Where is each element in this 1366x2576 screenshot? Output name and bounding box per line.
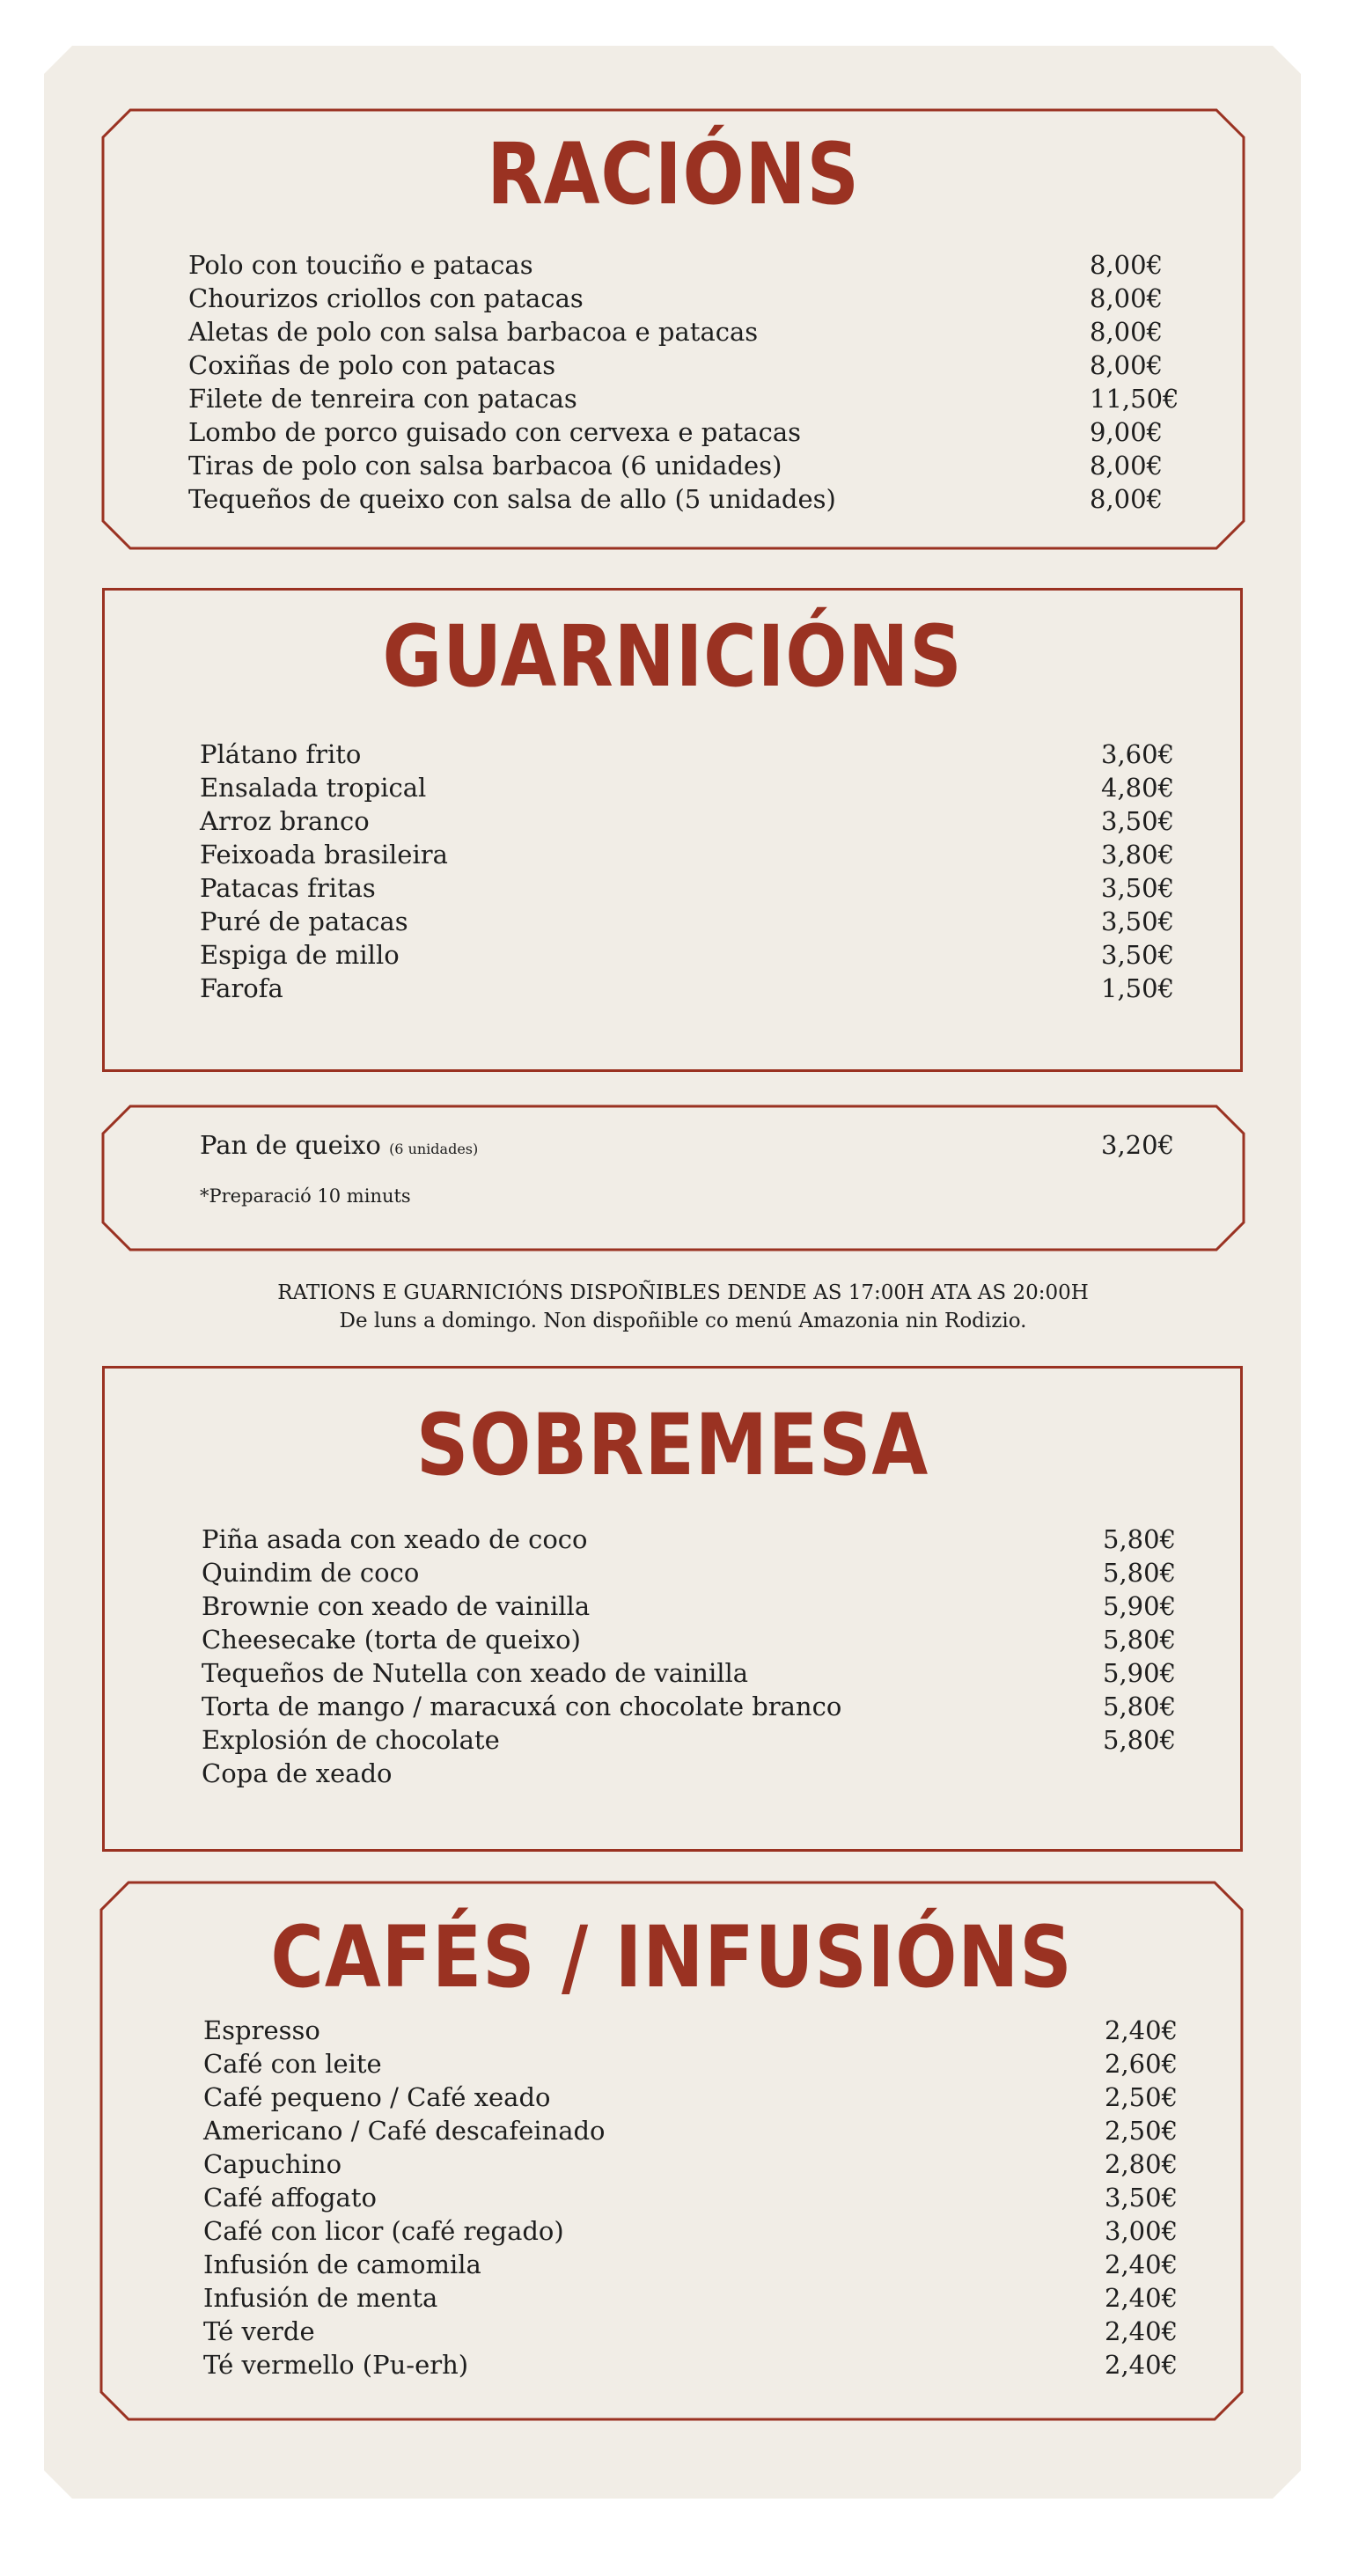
- list-item: Café affogato 3,50€: [203, 2183, 1179, 2213]
- list-item: Espresso 2,40€: [203, 2015, 1179, 2045]
- racions-section: [102, 109, 1245, 549]
- list-item: Cheesecake (torta de queixo) 5,80€: [202, 1625, 1177, 1655]
- list-item: Brownie con xeado de vainilla 5,90€: [202, 1591, 1177, 1621]
- racions-list: [188, 248, 1179, 516]
- list-item: Patacas fritas 3,50€: [200, 873, 1175, 903]
- list-item: Tequeños de queixo con salsa de allo (5 unidades) 8,00€: [188, 484, 1164, 514]
- list-item: Filete de tenreira con patacas 11,50€: [188, 384, 1179, 414]
- list-item: Puré de patacas 3,50€: [200, 906, 1175, 936]
- sobremesa-list: [202, 1523, 1187, 1790]
- list-item: Aletas de polo con salsa barbacoa e patacas 8,00€: [188, 317, 1164, 347]
- cafes-section: [100, 1882, 1243, 2420]
- guarnicions-section: [102, 588, 1243, 1072]
- list-item: Chourizos criollos con patacas 8,00€: [188, 283, 1164, 313]
- availability-line-2: De luns a domingo. Non dispoñible co menú Amazonia nin Rodizio.: [339, 1310, 1027, 1332]
- list-item: Plátano frito 3,60€: [200, 739, 1175, 769]
- list-item: Quindim de coco 5,80€: [202, 1558, 1177, 1588]
- list-item: Tiras de polo con salsa barbacoa (6 unidades) 8,00€: [188, 451, 1164, 481]
- list-item: Lombo de porco guisado con cervexa e patacas 9,00€: [188, 417, 1164, 447]
- pan-name: Pan de queixo: [200, 1130, 381, 1160]
- list-item: Explosión de chocolate 5,80€: [202, 1725, 1177, 1755]
- list-item: Capuchino 2,80€: [203, 2149, 1179, 2179]
- racions-title: RACIÓNS: [487, 125, 860, 224]
- guarnicions-title: GUARNICIÓNS: [382, 607, 963, 706]
- list-item: Americano / Café descafeinado 2,50€: [203, 2116, 1179, 2146]
- sobremesa-section: [102, 1366, 1243, 1852]
- list-item: Polo con touciño e patacas 8,00€: [188, 250, 1164, 280]
- list-item: Tequeños de Nutella con xeado de vainilla 5,90€: [202, 1658, 1177, 1688]
- availability-info: [0, 1279, 1366, 1335]
- pan-list: [200, 1128, 1186, 1162]
- pan-qty: (6 unidades): [389, 1141, 479, 1157]
- pan-price: 3,20€: [1101, 1130, 1175, 1160]
- preparation-note: *Preparació 10 minuts: [200, 1185, 411, 1207]
- availability-line-1: RATIONS E GUARNICIÓNS DISPOÑIBLES DENDE AS 17:00H ATA AS 20:00H: [277, 1281, 1089, 1304]
- list-item: Café con licor (café regado) 3,00€: [203, 2216, 1179, 2246]
- list-item: Infusión de menta 2,40€: [203, 2283, 1179, 2313]
- list-item: [200, 1128, 1186, 1162]
- list-item: Café pequeno / Café xeado 2,50€: [203, 2082, 1179, 2112]
- list-item: Farofa 1,50€: [200, 973, 1175, 1003]
- pan-de-queixo-section: [102, 1105, 1245, 1251]
- guarnicions-list: [200, 738, 1186, 1005]
- list-item: Espiga de millo 3,50€: [200, 940, 1175, 970]
- sobremesa-title: SOBREMESA: [415, 1396, 929, 1494]
- list-item: Feixoada brasileira 3,80€: [200, 840, 1175, 870]
- list-item: Té vermello (Pu-erh) 2,40€: [203, 2350, 1179, 2380]
- list-item: Ensalada tropical 4,80€: [200, 773, 1175, 803]
- list-item: Café con leite 2,60€: [203, 2049, 1179, 2079]
- list-item: Coxiñas de polo con patacas 8,00€: [188, 350, 1164, 380]
- list-item: Piña asada con xeado de coco 5,80€: [202, 1524, 1177, 1554]
- list-item: Copa de xeado: [202, 1758, 393, 1788]
- list-item: Té verde 2,40€: [203, 2316, 1179, 2346]
- cafes-list: [203, 2014, 1189, 2382]
- list-item: Arroz branco 3,50€: [200, 806, 1175, 836]
- pan-frame: [102, 1105, 1245, 1251]
- list-item: Torta de mango / maracuxá con chocolate branco 5,80€: [202, 1692, 1177, 1721]
- list-item: Infusión de camomila 2,40€: [203, 2249, 1179, 2279]
- cafes-title: CAFÉS / INFUSIÓNS: [270, 1908, 1073, 2007]
